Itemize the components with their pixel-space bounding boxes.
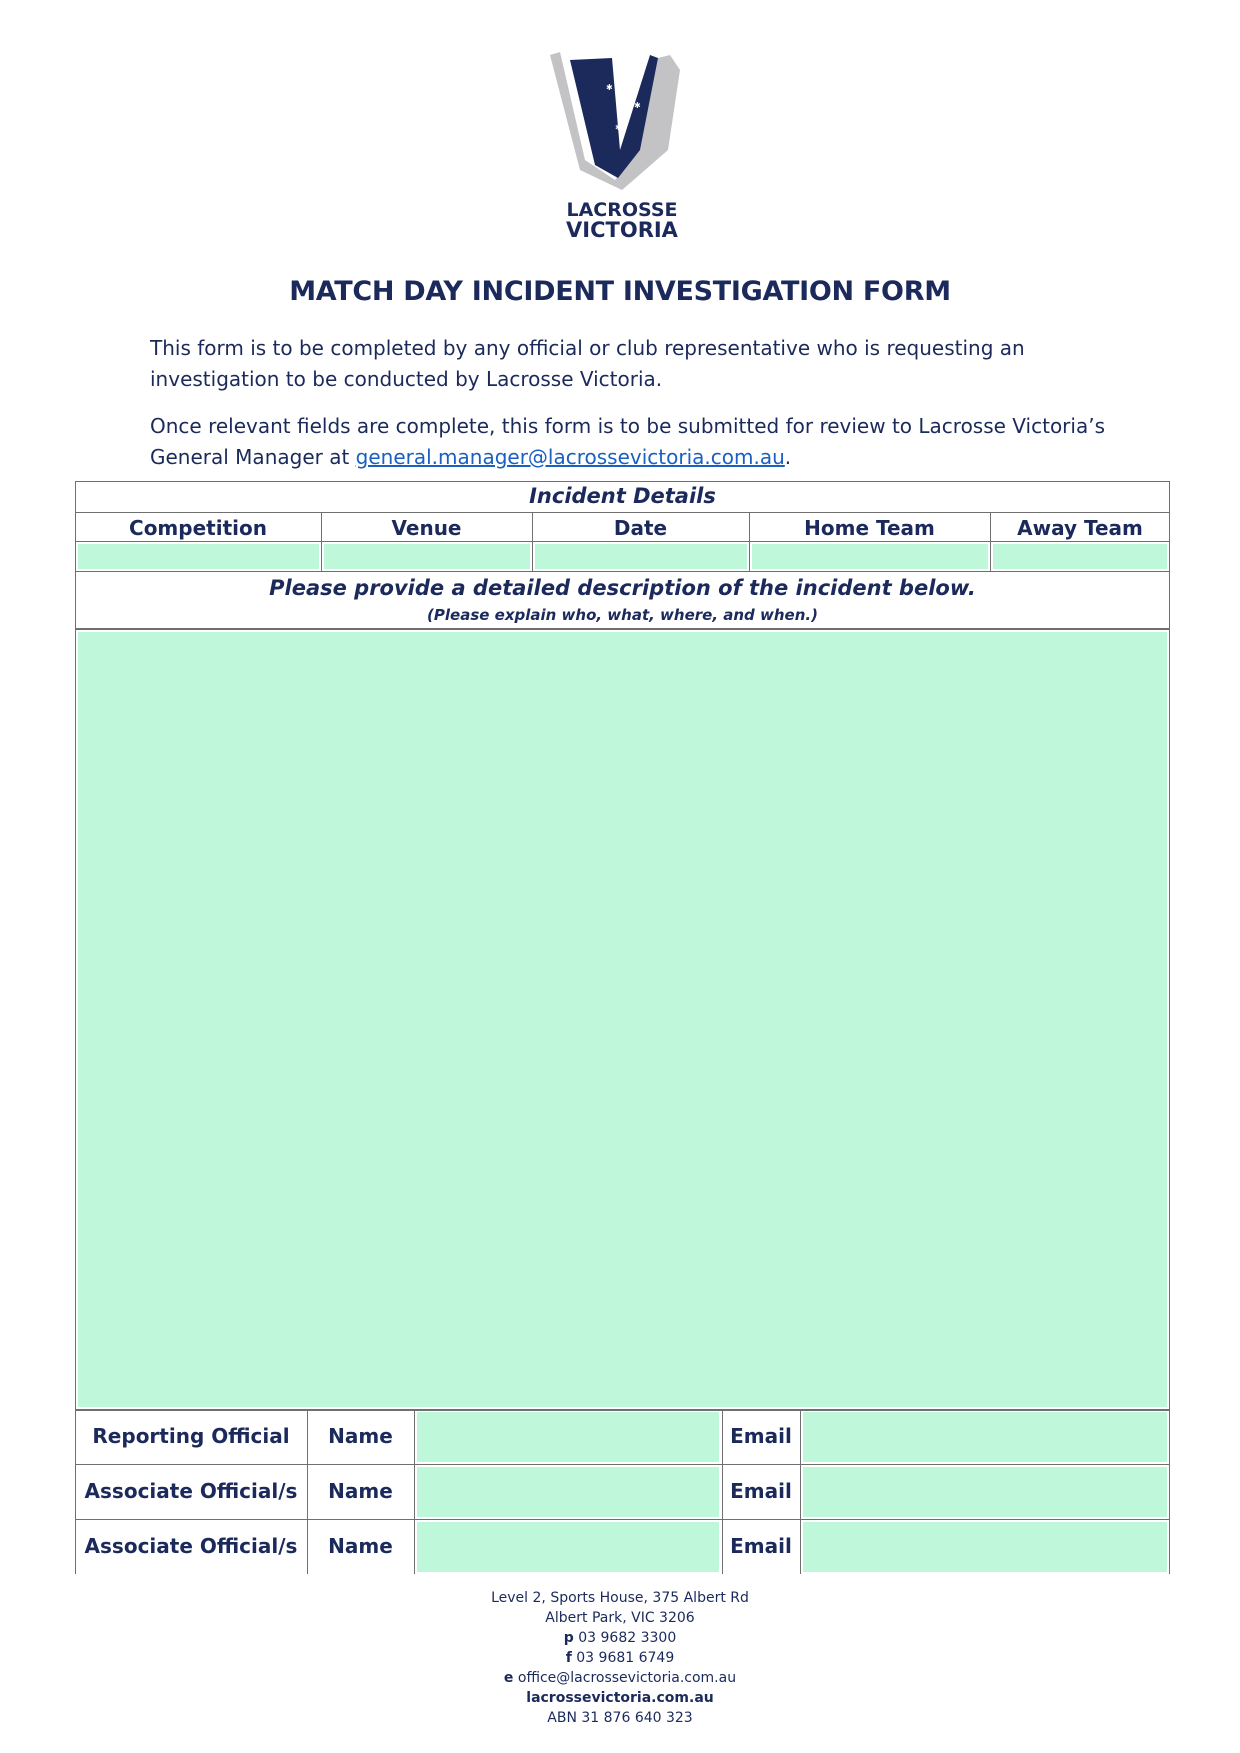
- footer-email: [0, 1668, 1240, 1688]
- svg-text:✱: ✱: [620, 84, 630, 95]
- description-heading: Please provide a detailed description of the incident below.: [269, 576, 976, 600]
- incident-description-field[interactable]: [78, 632, 1167, 1407]
- logo-line-1: LACROSSE: [566, 199, 678, 221]
- phone-label: p: [563, 1630, 574, 1646]
- associate-official-2-name-field[interactable]: [417, 1522, 719, 1572]
- fax-label: f: [565, 1650, 572, 1666]
- svg-text:✱: ✱: [615, 123, 622, 132]
- footer-address-line-1: Level 2, Sports House, 375 Albert Rd: [491, 1590, 749, 1606]
- date-field[interactable]: [535, 544, 747, 569]
- divider: [75, 1519, 1170, 1520]
- column-header-date: Date: [613, 516, 668, 540]
- intro-paragraph-2-text: Once relevant fields are complete, this form is to be submitted for review to Lacrosse Victoria’s General Manager at: [150, 414, 1105, 469]
- footer-fax: [0, 1648, 1240, 1668]
- page-title: MATCH DAY INCIDENT INVESTIGATION FORM: [289, 276, 951, 307]
- official-role-label: Reporting Official: [92, 1424, 290, 1448]
- office-email: office@lacrossevictoria.com.au: [513, 1670, 737, 1686]
- column-header-competition: Competition: [129, 516, 267, 540]
- description-subheading: (Please explain who, what, where, and when.): [427, 606, 818, 624]
- competition-field[interactable]: [78, 544, 319, 569]
- divider: [75, 1464, 1170, 1465]
- footer-abn: ABN 31 876 640 323: [547, 1710, 693, 1726]
- associate-official-2-email-field[interactable]: [803, 1522, 1167, 1572]
- column-header-venue: Venue: [391, 516, 462, 540]
- svg-text:✱: ✱: [634, 101, 641, 110]
- lacrosse-victoria-logo: [540, 30, 710, 240]
- logo-line-2: VICTORIA: [566, 218, 678, 240]
- divider: [75, 541, 1170, 542]
- email-label: Email: [730, 1424, 792, 1448]
- fax-number: 03 9681 6749: [571, 1650, 675, 1666]
- email-label: e: [503, 1670, 514, 1686]
- email-label: Email: [730, 1479, 792, 1503]
- general-manager-email-link[interactable]: general.manager@lacrossevictoria.com.au: [355, 445, 785, 469]
- home-team-field[interactable]: [752, 544, 988, 569]
- associate-official-1-email-field[interactable]: [803, 1467, 1167, 1517]
- footer-website: [0, 1688, 1240, 1708]
- svg-text:✱: ✱: [606, 83, 613, 92]
- associate-official-1-name-field[interactable]: [417, 1467, 719, 1517]
- name-label: Name: [328, 1534, 393, 1558]
- column-header-away-team: Away Team: [1017, 516, 1143, 540]
- footer-phone: [0, 1628, 1240, 1648]
- website: lacrossevictoria.com.au: [526, 1690, 714, 1706]
- divider: [800, 1409, 801, 1574]
- incident-details-heading: Incident Details: [529, 484, 716, 508]
- official-role-label: Associate Official/s: [84, 1534, 298, 1558]
- intro-paragraph-2-end: .: [784, 445, 792, 469]
- reporting-official-name-field[interactable]: [417, 1412, 719, 1462]
- divider: [414, 1409, 415, 1574]
- intro-paragraph-1: This form is to be completed by any official or club representative who is requesting an investigation to be conducted by Lacrosse Victoria.: [150, 336, 1025, 391]
- column-header-home-team: Home Team: [804, 516, 935, 540]
- divider: [75, 628, 1170, 629]
- divider: [75, 512, 1170, 513]
- phone-number: 03 9682 3300: [573, 1630, 677, 1646]
- name-label: Name: [328, 1479, 393, 1503]
- venue-field[interactable]: [324, 544, 530, 569]
- email-label: Email: [730, 1534, 792, 1558]
- intro-paragraph-2: [150, 411, 1110, 473]
- official-role-label: Associate Official/s: [84, 1479, 298, 1503]
- footer: [0, 1588, 1240, 1728]
- reporting-official-email-field[interactable]: [803, 1412, 1167, 1462]
- name-label: Name: [328, 1424, 393, 1448]
- footer-address-line-2: Albert Park, VIC 3206: [545, 1610, 695, 1626]
- away-team-field[interactable]: [993, 544, 1167, 569]
